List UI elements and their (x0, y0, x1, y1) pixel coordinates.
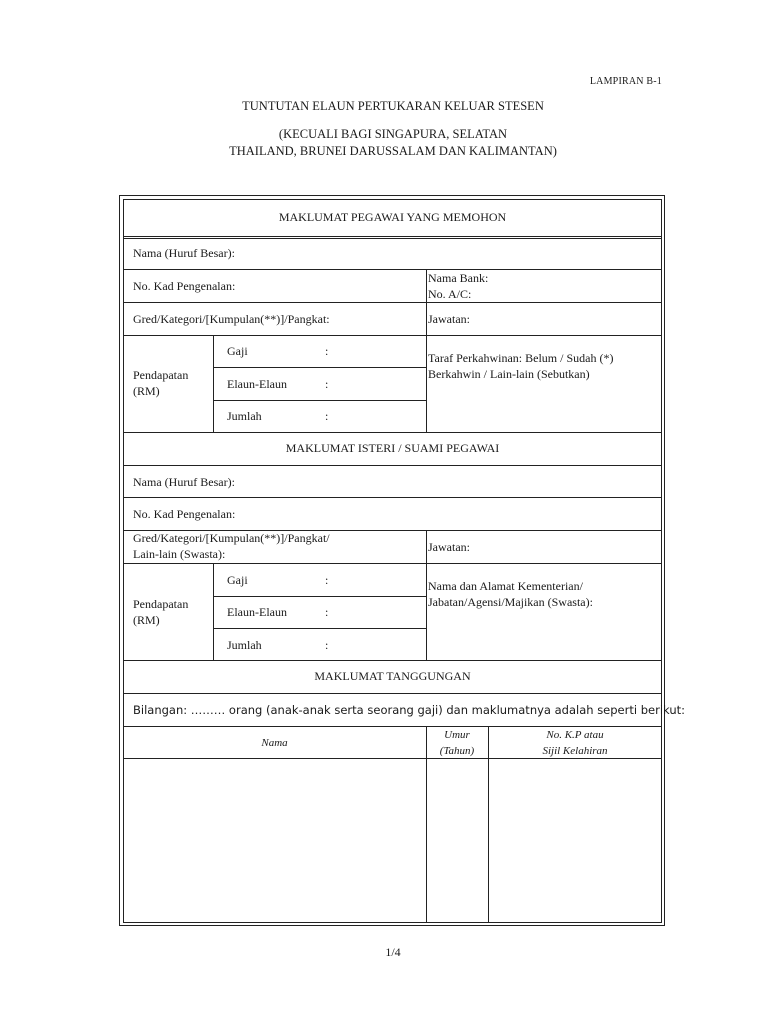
label-taraf-perkahwinan-2: Berkahwin / Lain-lain (Sebutkan) (428, 367, 590, 381)
column-header-nama: Nama (261, 737, 288, 749)
label-gaji: Gaji (227, 344, 248, 358)
colon: : (325, 409, 329, 423)
column-header-umur: Umur (444, 729, 470, 741)
colon: : (325, 344, 329, 358)
rule (123, 269, 662, 270)
rule (123, 236, 662, 237)
section-header-pegawai: MAKLUMAT PEGAWAI YANG MEMOHON (278, 210, 507, 224)
label-gaji-pasangan: Gaji (227, 573, 248, 587)
rule (123, 432, 662, 433)
rule (123, 660, 662, 661)
rule (123, 693, 662, 694)
label-nama-alamat-kementerian-2: Jabatan/Agensi/Majikan (Swasta): (428, 595, 593, 609)
section-header-isteri-suami: MAKLUMAT ISTERI / SUAMI PEGAWAI (285, 441, 500, 455)
label-elaun: Elaun-Elaun (227, 377, 287, 391)
label-jumlah-pasangan: Jumlah (227, 638, 262, 652)
section-header-tanggungan: MAKLUMAT TANGGUNGAN (314, 669, 471, 683)
rule (123, 335, 662, 336)
rule (213, 335, 214, 432)
label-jawatan-pasangan: Jawatan: (428, 540, 470, 554)
rule (213, 628, 426, 629)
rule (213, 400, 426, 401)
column-header-no-kp: No. K.P atau (546, 729, 604, 741)
label-taraf-perkahwinan: Taraf Perkahwinan: Belum / Sudah (*) (428, 351, 614, 365)
form-subtitle-line2: THAILAND, BRUNEI DARUSSALAM DAN KALIMANTAN) (229, 144, 557, 158)
lampiran-label: LAMPIRAN B-1 (589, 76, 662, 87)
label-bilangan: Bilangan: ……… orang (anak-anak serta seorang gaji) dan maklumatnya adalah seperti berikut: (133, 703, 685, 717)
column-header-sijil-kelahiran: Sijil Kelahiran (542, 745, 608, 757)
label-gred: Gred/Kategori/[Kumpulan(**)]/Pangkat: (133, 312, 330, 326)
rule (213, 596, 426, 597)
label-nama-pasangan: Nama (Huruf Besar): (133, 475, 235, 489)
rule (123, 238, 662, 239)
form-title: TUNTUTAN ELAUN PERTUKARAN KELUAR STESEN (242, 99, 544, 113)
label-jawatan: Jawatan: (428, 312, 470, 326)
label-pendapatan-rm: (RM) (133, 384, 160, 398)
label-nama: Nama (Huruf Besar): (133, 246, 235, 260)
label-no-kad-pengenalan-pasangan: No. Kad Pengenalan: (133, 507, 236, 521)
colon: : (325, 573, 329, 587)
label-no-ac: No. A/C: (428, 287, 472, 301)
colon: : (325, 638, 329, 652)
rule (426, 269, 427, 433)
label-pendapatan: Pendapatan (133, 368, 189, 382)
column-header-umur-tahun: (Tahun) (439, 745, 475, 757)
rule (123, 497, 662, 498)
rule (123, 302, 662, 303)
rule (426, 530, 427, 660)
label-pendapatan-pasangan: Pendapatan (133, 597, 189, 611)
label-pendapatan-rm-pasangan: (RM) (133, 613, 160, 627)
label-gred-pasangan-2: Lain-lain (Swasta): (133, 547, 226, 561)
page-number: 1/4 (385, 945, 401, 959)
form-subtitle-line1: (KECUALI BAGI SINGAPURA, SELATAN (278, 127, 508, 141)
label-gred-pasangan: Gred/Kategori/[Kumpulan(**)]/Pangkat/ (133, 531, 330, 545)
label-elaun-pasangan: Elaun-Elaun (227, 605, 287, 619)
label-nama-bank: Nama Bank: (428, 271, 489, 285)
rule (213, 563, 214, 660)
label-no-kad-pengenalan: No. Kad Pengenalan: (133, 279, 236, 293)
label-jumlah: Jumlah (227, 409, 262, 423)
colon: : (325, 377, 329, 391)
label-nama-alamat-kementerian: Nama dan Alamat Kementerian/ (428, 579, 583, 593)
colon: : (325, 605, 329, 619)
rule (213, 367, 426, 368)
rule (123, 563, 662, 564)
rule (123, 465, 662, 466)
